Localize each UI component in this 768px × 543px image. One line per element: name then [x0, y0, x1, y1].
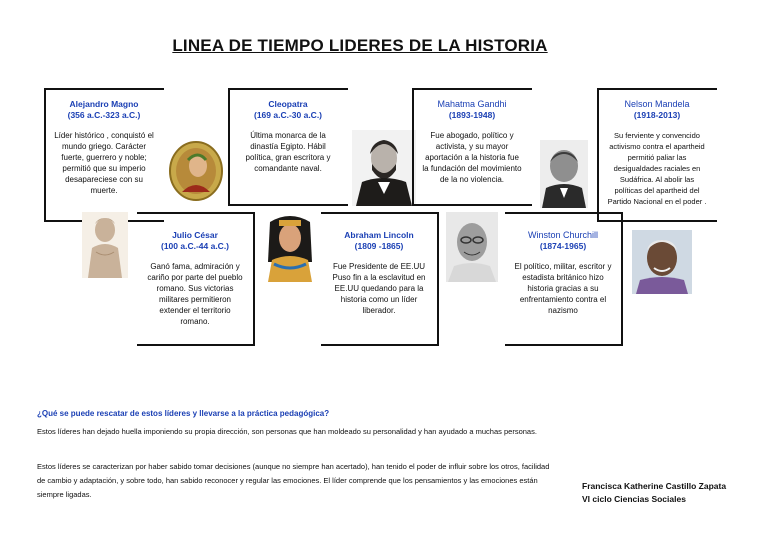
- leader-dates: (1893-1948): [448, 110, 496, 120]
- alejandro-statue-image: [82, 212, 128, 278]
- leader-description: Fue Presidente de EE.UU Puso fin a la esclavitud en EE.UU quedando para la historia como un líder liberador.: [332, 262, 426, 315]
- leader-name: Alejandro Magno: [69, 99, 139, 109]
- leader-card-julio: [139, 222, 251, 327]
- leader-name: Abraham Lincoln: [344, 230, 414, 240]
- leader-dates: (1874-1965): [539, 241, 587, 251]
- cleopatra-image: [262, 212, 318, 282]
- reflection-question: ¿Qué se puede rescatar de estos líderes y llevarse a la práctica pedagógica?: [37, 409, 330, 418]
- leader-dates: (169 a.C.-30 a.C.): [253, 110, 323, 120]
- churchill-image: [540, 140, 588, 208]
- reflection-paragraph-2: Estos líderes se caracterizan por haber sabido tomar decisiones (aunque no siempre han acertado), han tenido el poder de influir sobre los otros, facilidad de cambio y adaptación, y sobre todo, han sabido reconocer y regular las emociones. El líder comprende que los pensamientos y las emociones están siempre ligadas.: [37, 462, 550, 499]
- lincoln-image: [352, 130, 416, 206]
- leader-card-gandhi: [416, 91, 528, 185]
- leader-dates: (1918-2013): [633, 110, 681, 120]
- leader-name: Mahatma Gandhi: [437, 99, 507, 109]
- leader-description: Última monarca de la dinastía Egipto. Hábil política, gran escritora y comandante naval.: [245, 131, 331, 173]
- leader-card-mandela: [601, 91, 713, 207]
- leader-description: Ganó fama, admiración y cariño por parte del pueblo romano. Sus victorias militares permitieron extender el territorio romano.: [147, 262, 243, 326]
- leader-dates: (100 a.C.-44 a.C.): [160, 241, 230, 251]
- leader-description: Líder histórico , conquistó el mundo griego. Carácter fuerte, guerrero y noble; permitió que su imperio desapareciese con su muerte.: [54, 131, 154, 195]
- gandhi-image: [446, 212, 498, 282]
- leader-name: Julio César: [172, 230, 218, 240]
- leader-card-churchill: [507, 222, 619, 316]
- leader-description: El político, militar, escritor y estadista británico hizo historia gracias a su enfrentamiento contra el nazismo: [514, 262, 612, 315]
- author-course: VI ciclo Ciencias Sociales: [582, 494, 686, 504]
- author-name: Francisca Katherine Castillo Zapata: [582, 481, 727, 491]
- leader-description: Su ferviente y convencido activismo contra el apartheid permitió paliar las desigualdades raciales en Sudáfrica. Al abolir las políticas del apartheid del Partido Nacional en el poder .: [607, 131, 707, 206]
- leader-description: Fue abogado, político y activista, y su mayor aportación a la historia fue la fundación del movimiento de la no violencia.: [422, 131, 522, 184]
- leader-name: Winston Churchill: [527, 230, 599, 240]
- julio-cesar-coin-image: [168, 140, 224, 202]
- page-title: LINEA DE TIEMPO LIDERES DE LA HISTORIA: [172, 36, 548, 55]
- leader-card-lincoln: [323, 222, 435, 316]
- leader-card-alejandro: [48, 91, 160, 196]
- leader-dates: (1809 -1865): [354, 241, 404, 251]
- leader-dates: (356 a.C.-323 a.C.): [67, 110, 141, 120]
- leader-name: Nelson Mandela: [624, 99, 690, 109]
- mandela-image: [632, 230, 692, 294]
- leader-card-cleopatra: [232, 91, 344, 174]
- leader-name: Cleopatra: [268, 99, 308, 109]
- reflection-paragraph-1: Estos líderes han dejado huella imponiendo su propia dirección, son personas que han moldeado su personalidad y han ayudado a muchas personas.: [37, 427, 537, 436]
